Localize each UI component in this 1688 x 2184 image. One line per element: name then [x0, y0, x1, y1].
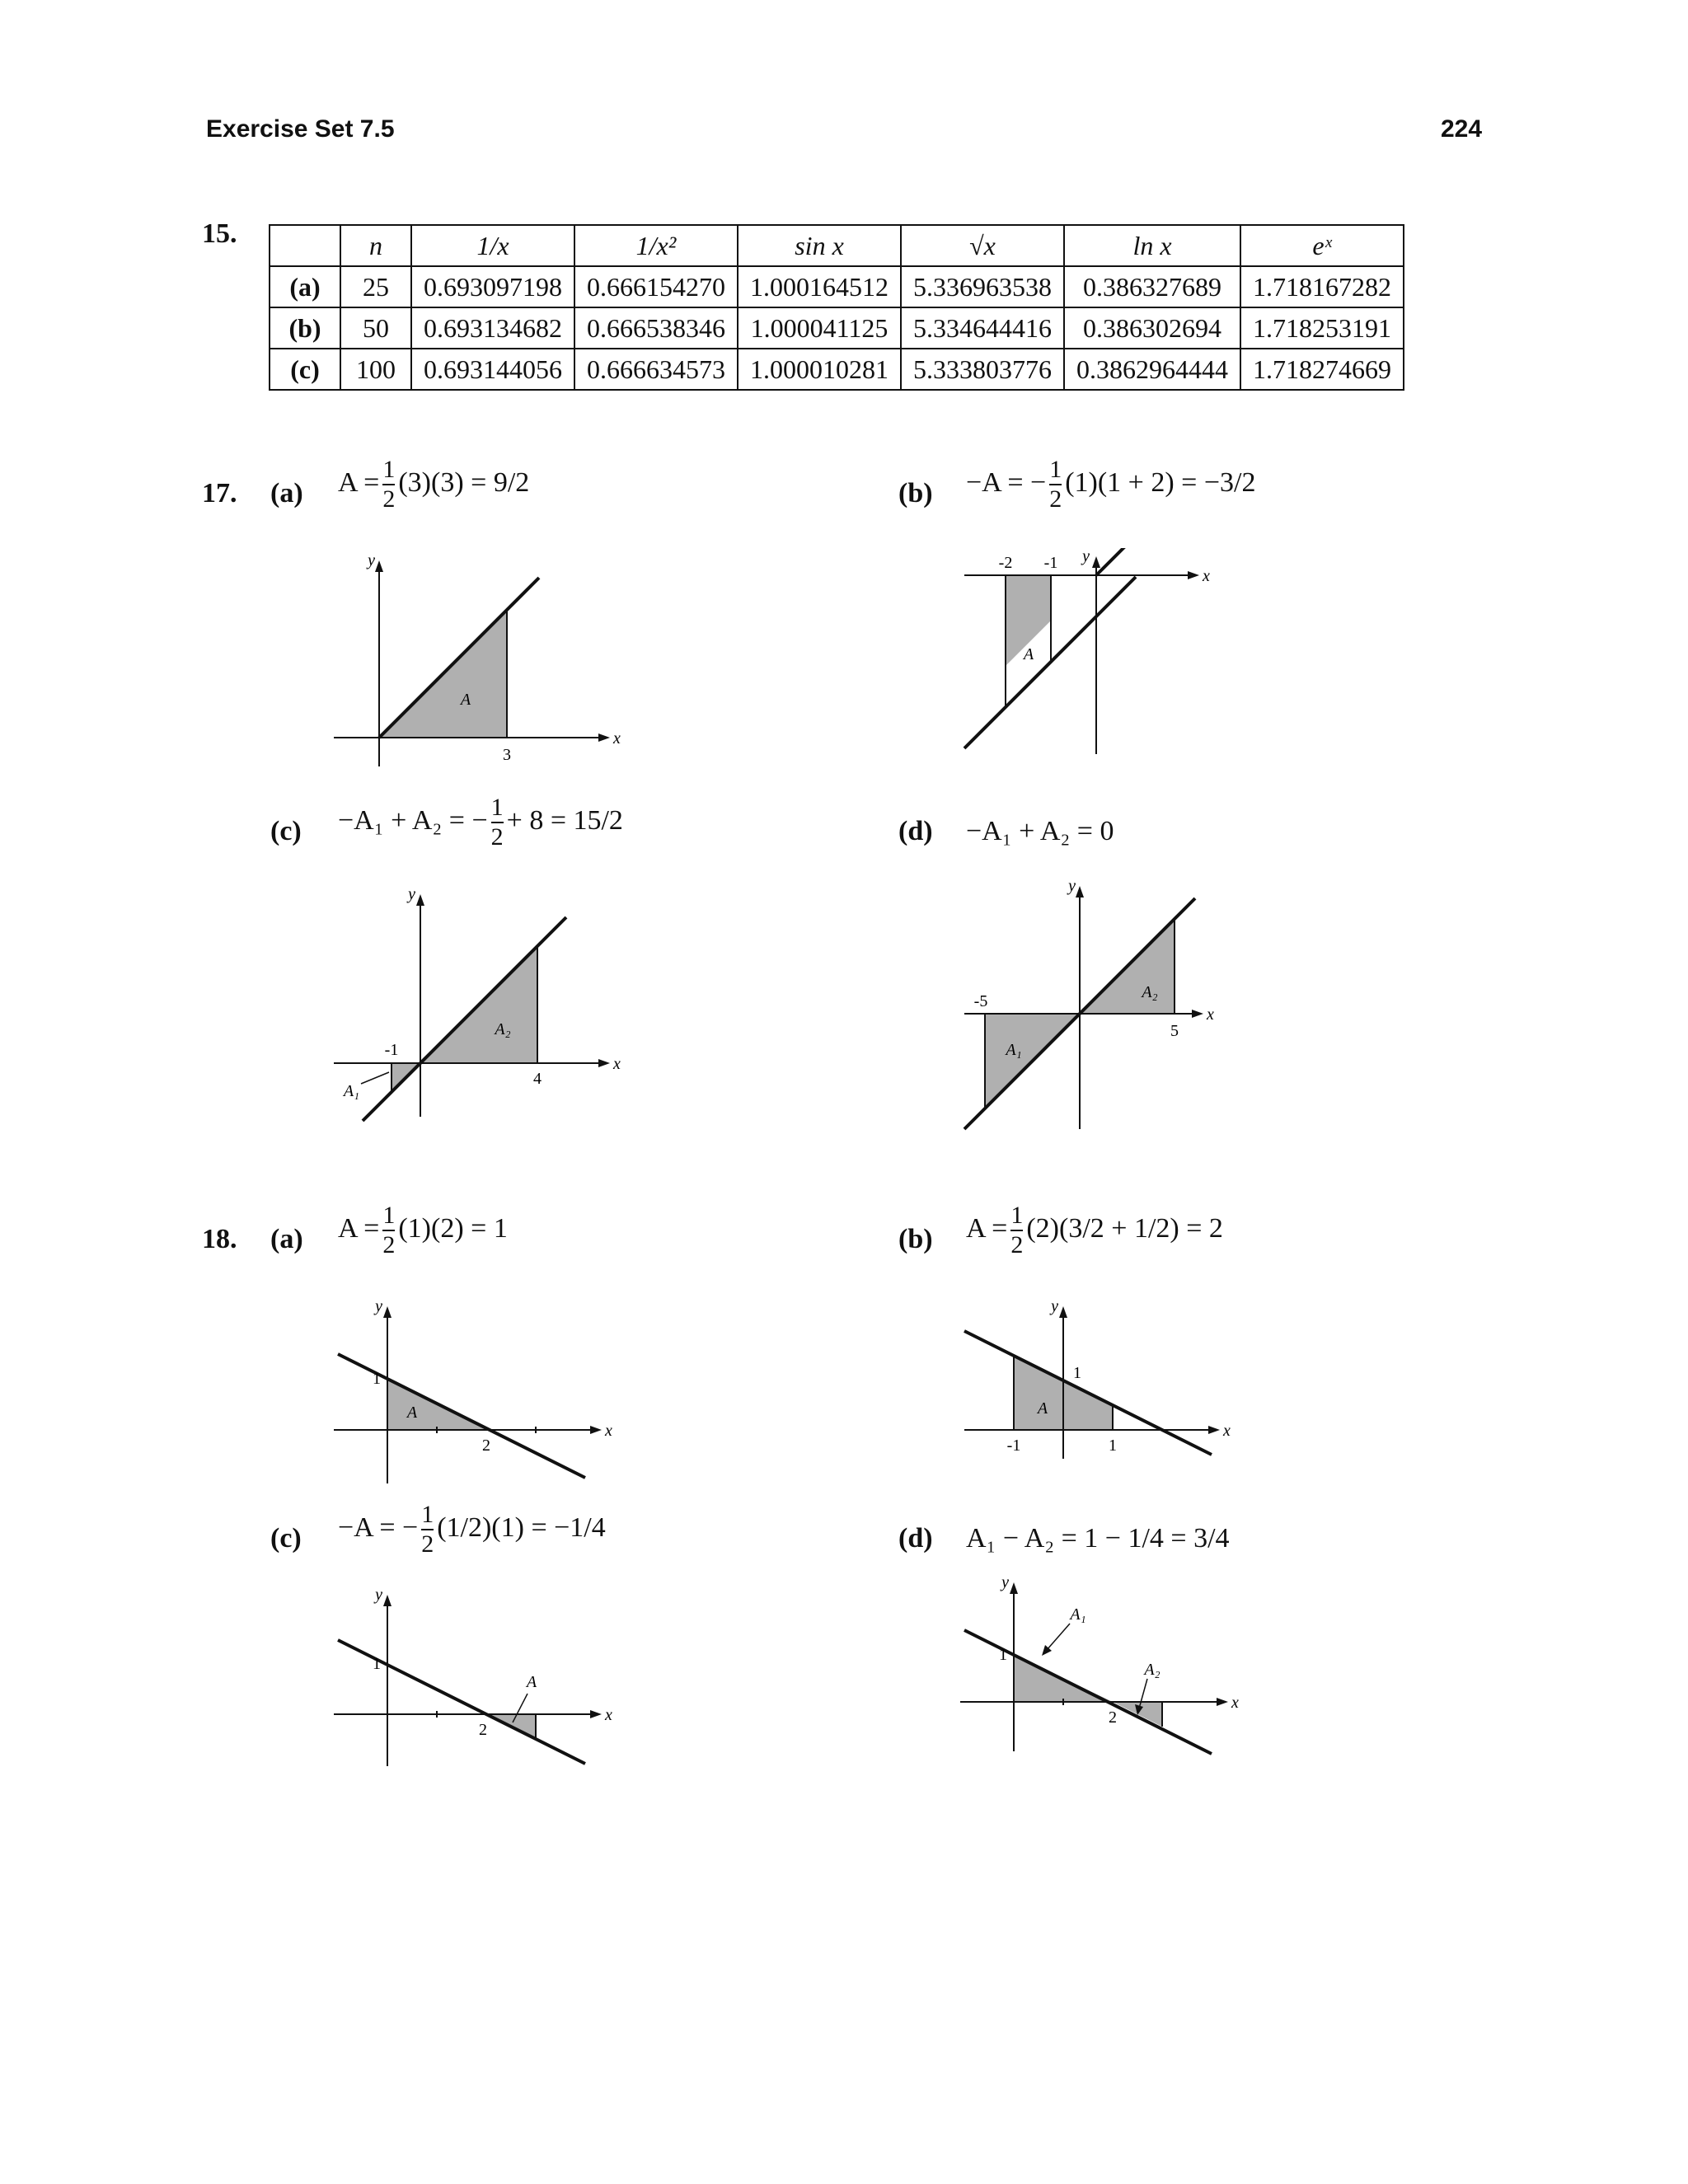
equation-rhs: (1)(1 + 2) = −3/2: [1065, 466, 1256, 498]
table-header-cell: eˣ: [1240, 225, 1404, 266]
exercise-number-17: 17.: [202, 478, 237, 509]
table-cell: 1.000010281: [738, 349, 901, 390]
graph-17d: [956, 878, 1236, 1141]
fraction: $\frac{1}{2}$: [1049, 456, 1062, 513]
area-label-1: A₁: [343, 1082, 359, 1100]
arrow-up-icon: [383, 1595, 392, 1606]
area-label-1: A₁: [1070, 1605, 1086, 1624]
table-cell: 50: [340, 307, 411, 349]
equation-17d: −A₁ + A₂ = 0: [966, 816, 1114, 846]
arrow-up-icon: [1076, 886, 1084, 898]
y-axis-label: y: [375, 1298, 382, 1315]
graph-18d: [956, 1574, 1253, 1764]
table-cell: 0.666538346: [574, 307, 738, 349]
exercise-number-18: 18.: [202, 1224, 237, 1254]
table-cell: 0.386327689: [1064, 266, 1240, 307]
equation-18b: [966, 1203, 1223, 1258]
table-cell: 1.000041125: [738, 307, 901, 349]
equation-17a: [338, 457, 529, 512]
exercise-number-15: 15.: [202, 218, 237, 249]
table-cell: 1.718253191: [1240, 307, 1404, 349]
y-axis-label: y: [1082, 548, 1090, 565]
results-table-wrap: [269, 224, 1404, 391]
arrow-right-icon: [598, 733, 610, 742]
results-table: [269, 224, 1404, 391]
part-label-18b: (b): [898, 1224, 933, 1254]
table-cell: 0.693097198: [411, 266, 574, 307]
part-label-17c: (c): [270, 816, 302, 846]
graph-18c: [330, 1586, 626, 1776]
table-header-cell: n: [340, 225, 411, 266]
area-label-2: A₂: [495, 1020, 511, 1038]
area-label-2: A₂: [1142, 983, 1158, 1001]
part-label-18d: (d): [898, 1523, 933, 1554]
table-header-cell: sin x: [738, 225, 901, 266]
table-cell: 0.386302694: [1064, 307, 1240, 349]
area-label: A: [1023, 645, 1034, 663]
tick-label: 5: [1170, 1022, 1179, 1040]
section-title: Exercise Set 7.5: [206, 115, 395, 143]
equation-lhs: −A = −: [338, 1511, 419, 1543]
x-axis-label: x: [613, 729, 621, 748]
tick-label: 2: [1109, 1708, 1117, 1727]
fraction: $\frac{1}{2}$: [382, 456, 396, 513]
tick-label: 1: [999, 1646, 1007, 1664]
x-axis-label: x: [605, 1422, 612, 1440]
part-label-17a: (a): [270, 478, 303, 509]
row-label: (a): [270, 266, 340, 307]
x-axis-label: x: [1207, 1005, 1214, 1024]
x-axis-label: x: [1231, 1694, 1239, 1712]
equation-18c: [338, 1502, 606, 1557]
tick-label: 2: [482, 1436, 490, 1455]
table-cell: 0.666634573: [574, 349, 738, 390]
arrow-right-icon: [1217, 1698, 1228, 1706]
equation-rhs: + 8 = 15/2: [506, 804, 623, 836]
table-cell: 1.718167282: [1240, 266, 1404, 307]
tick-label: -1: [1043, 554, 1058, 572]
equation-17b: [966, 457, 1255, 512]
table-cell: 5.334644416: [901, 307, 1064, 349]
arrow-right-icon: [1208, 1426, 1220, 1434]
part-label-17d: (d): [898, 816, 933, 846]
row-label: (c): [270, 349, 340, 390]
equation-rhs: (1)(2) = 1: [398, 1212, 508, 1244]
fraction: $\frac{1}{2}$: [490, 794, 504, 851]
tick-label: 1: [1109, 1436, 1117, 1455]
arrow-right-icon: [590, 1710, 602, 1718]
y-axis-label: y: [375, 1586, 382, 1604]
tick-label: -1: [384, 1041, 399, 1059]
tick-label: 4: [533, 1070, 542, 1088]
table-header-row: [270, 225, 1404, 266]
equation-rhs: (2)(3/2 + 1/2) = 2: [1026, 1212, 1223, 1244]
equation-lhs: −A₁ + A₂ = −: [338, 804, 488, 836]
area-label: A: [526, 1673, 537, 1691]
arrow-up-icon: [1092, 556, 1100, 568]
equation-rhs: (1/2)(1) = −1/4: [437, 1511, 606, 1543]
equation-lhs: −A = −: [966, 466, 1047, 498]
graph-17c: [330, 886, 643, 1133]
table-header-cell: ln x: [1064, 225, 1240, 266]
table-cell: 1.000164512: [738, 266, 901, 307]
table-header-cell: 1/x: [411, 225, 574, 266]
graph-17a: [330, 552, 626, 783]
pointer-arrow: [1047, 1624, 1070, 1650]
table-cell: 5.333803776: [901, 349, 1064, 390]
fraction: $\frac{1}{2}$: [382, 1202, 396, 1258]
y-axis-label: y: [1051, 1298, 1058, 1315]
arrow-up-icon: [416, 894, 424, 906]
area-label: A: [406, 1404, 418, 1422]
table-cell: 0.693144056: [411, 349, 574, 390]
equation-17c: [338, 795, 623, 850]
equation-18a: [338, 1203, 508, 1258]
part-label-18a: (a): [270, 1224, 303, 1254]
arrow-right-icon: [1188, 571, 1199, 579]
table-cell: 25: [340, 266, 411, 307]
table-cell: 100: [340, 349, 411, 390]
function-line: [964, 1331, 1212, 1455]
area-label: A: [1037, 1399, 1048, 1418]
table-cell: 0.3862964444: [1064, 349, 1240, 390]
x-axis-label: x: [1203, 567, 1210, 585]
tick-label: -5: [973, 992, 988, 1010]
tick-label: -1: [1006, 1436, 1021, 1455]
tick-label: 3: [503, 746, 511, 764]
x-axis-label: x: [605, 1706, 612, 1724]
table-cell: 1.718274669: [1240, 349, 1404, 390]
table-cell: 5.336963538: [901, 266, 1064, 307]
graph-17b: [956, 548, 1220, 762]
table-header-cell: [270, 225, 340, 266]
y-axis-label: y: [1068, 878, 1076, 895]
x-axis-label: x: [1223, 1422, 1231, 1440]
area-label: A: [460, 691, 471, 709]
y-axis-label: y: [408, 886, 415, 903]
graph-18a: [330, 1298, 626, 1496]
arrow-up-icon: [383, 1306, 392, 1318]
area-label-2: A₂: [1144, 1661, 1160, 1679]
graph-18b: [956, 1298, 1253, 1471]
fraction: $\frac{1}{2}$: [1010, 1202, 1024, 1258]
table-row: [270, 266, 1404, 307]
table-cell: 0.666154270: [574, 266, 738, 307]
table-row: [270, 349, 1404, 390]
tick-label: 1: [1073, 1364, 1081, 1382]
page-number: 224: [1441, 115, 1483, 143]
tick-label: 2: [479, 1721, 487, 1739]
x-axis-label: x: [613, 1055, 621, 1073]
arrow-up-icon: [1010, 1582, 1018, 1594]
tick-label: -2: [998, 554, 1013, 572]
arrow-right-icon: [1192, 1010, 1203, 1018]
equation-lhs: A =: [966, 1212, 1008, 1244]
part-label-18c: (c): [270, 1523, 302, 1554]
arrow-up-icon: [1059, 1306, 1067, 1318]
table-row: [270, 307, 1404, 349]
pointer-line: [361, 1072, 389, 1084]
arrow-up-icon: [375, 560, 383, 572]
tick-label: 1: [373, 1370, 381, 1388]
y-axis-label: y: [368, 552, 375, 569]
equation-lhs: A =: [338, 466, 380, 498]
tick-label: 1: [373, 1655, 381, 1673]
equation-lhs: A =: [338, 1212, 380, 1244]
table-cell: 0.693134682: [411, 307, 574, 349]
arrow-right-icon: [590, 1426, 602, 1434]
part-label-17b: (b): [898, 478, 933, 509]
equation-rhs: (3)(3) = 9/2: [398, 466, 530, 498]
arrow-right-icon: [598, 1059, 610, 1067]
fraction: $\frac{1}{2}$: [421, 1501, 434, 1558]
table-header-cell: 1/x²: [574, 225, 738, 266]
equation-18d: A₁ − A₂ = 1 − 1/4 = 3/4: [966, 1523, 1230, 1554]
row-label: (b): [270, 307, 340, 349]
area-label-1: A₁: [1006, 1041, 1022, 1059]
table-header-cell: √x: [901, 225, 1064, 266]
y-axis-label: y: [1001, 1574, 1009, 1591]
